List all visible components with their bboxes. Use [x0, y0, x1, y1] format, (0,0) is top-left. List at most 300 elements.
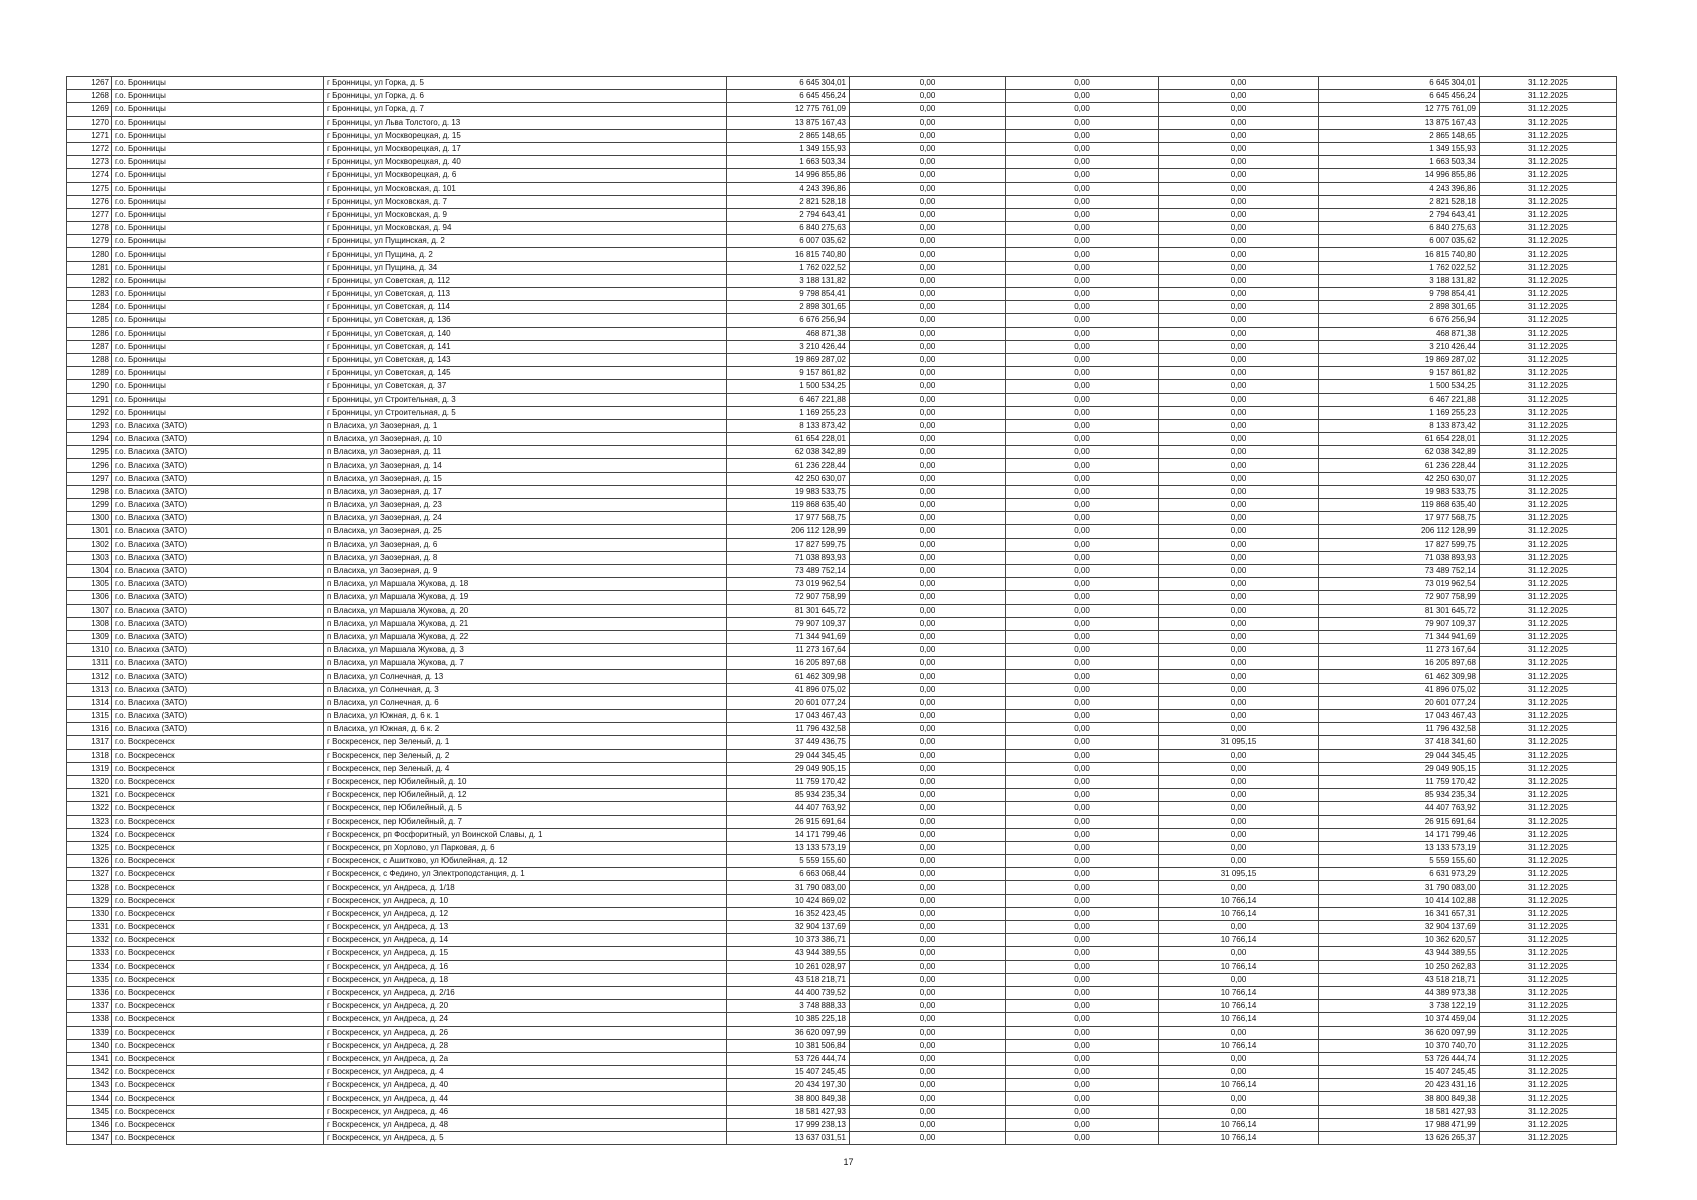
amount-balance-cell: 41 896 075,02: [1319, 683, 1480, 696]
date-cell: 31.12.2025: [1480, 1052, 1617, 1065]
date-cell: 31.12.2025: [1480, 77, 1617, 90]
amount-balance-cell: 14 171 799,46: [1319, 828, 1480, 841]
date-cell: 31.12.2025: [1480, 644, 1617, 657]
municipality-cell: г.о. Власиха (ЗАТО): [112, 710, 324, 723]
address-cell: г Бронницы, ул Московская, д. 9: [324, 208, 727, 221]
amount-col4-cell: 0,00: [1159, 222, 1319, 235]
amount-total-cell: 12 775 761,09: [727, 103, 850, 116]
date-cell: 31.12.2025: [1480, 736, 1617, 749]
table-row: [67, 723, 1617, 736]
date-cell: 31.12.2025: [1480, 208, 1617, 221]
amount-col2-cell: 0,00: [850, 512, 1006, 525]
amount-col2-cell: 0,00: [850, 683, 1006, 696]
amount-col2-cell: 0,00: [850, 1105, 1006, 1118]
amount-col3-cell: 0,00: [1006, 353, 1159, 366]
municipality-cell: г.о. Бронницы: [112, 340, 324, 353]
table-row: [67, 775, 1617, 788]
amount-total-cell: 19 983 533,75: [727, 485, 850, 498]
amount-col2-cell: 0,00: [850, 485, 1006, 498]
amount-col2-cell: 0,00: [850, 459, 1006, 472]
amount-total-cell: 11 759 170,42: [727, 775, 850, 788]
amount-balance-cell: 2 794 643,41: [1319, 208, 1480, 221]
amount-balance-cell: 10 362 620,57: [1319, 934, 1480, 947]
amount-balance-cell: 11 759 170,42: [1319, 775, 1480, 788]
amount-col4-cell: 0,00: [1159, 749, 1319, 762]
row-number-cell: 1319: [67, 762, 112, 775]
municipality-cell: г.о. Власиха (ЗАТО): [112, 723, 324, 736]
municipality-cell: г.о. Воскресенск: [112, 789, 324, 802]
municipality-cell: г.о. Воскресенск: [112, 868, 324, 881]
date-cell: 31.12.2025: [1480, 855, 1617, 868]
amount-balance-cell: 6 645 304,01: [1319, 77, 1480, 90]
table-row: [67, 380, 1617, 393]
amount-col4-cell: 31 095,15: [1159, 868, 1319, 881]
row-number-cell: 1315: [67, 710, 112, 723]
municipality-cell: г.о. Власиха (ЗАТО): [112, 538, 324, 551]
amount-col2-cell: 0,00: [850, 815, 1006, 828]
amount-col3-cell: 0,00: [1006, 1092, 1159, 1105]
amount-total-cell: 13 133 573,19: [727, 841, 850, 854]
municipality-cell: г.о. Воскресенск: [112, 907, 324, 920]
date-cell: 31.12.2025: [1480, 340, 1617, 353]
row-number-cell: 1307: [67, 604, 112, 617]
amount-col3-cell: 0,00: [1006, 393, 1159, 406]
amount-col4-cell: 0,00: [1159, 525, 1319, 538]
municipality-cell: г.о. Воскресенск: [112, 1013, 324, 1026]
municipality-cell: г.о. Бронницы: [112, 248, 324, 261]
row-number-cell: 1278: [67, 222, 112, 235]
amount-col3-cell: 0,00: [1006, 564, 1159, 577]
address-cell: п Власиха, ул Маршала Жукова, д. 21: [324, 617, 727, 630]
table-row: [67, 538, 1617, 551]
page-number: 17: [843, 1157, 854, 1167]
municipality-cell: г.о. Власиха (ЗАТО): [112, 459, 324, 472]
row-number-cell: 1303: [67, 551, 112, 564]
amount-col4-cell: 0,00: [1159, 578, 1319, 591]
amount-col4-cell: 0,00: [1159, 1026, 1319, 1039]
amount-col3-cell: 0,00: [1006, 723, 1159, 736]
amount-balance-cell: 13 133 573,19: [1319, 841, 1480, 854]
table-row: [67, 551, 1617, 564]
row-number-cell: 1282: [67, 274, 112, 287]
municipality-cell: г.о. Воскресенск: [112, 815, 324, 828]
address-cell: п Власиха, ул Маршала Жукова, д. 20: [324, 604, 727, 617]
amount-col2-cell: 0,00: [850, 103, 1006, 116]
table-row: [67, 288, 1617, 301]
address-cell: п Власиха, ул Солнечная, д. 13: [324, 670, 727, 683]
amount-total-cell: 8 133 873,42: [727, 419, 850, 432]
municipality-cell: г.о. Власиха (ЗАТО): [112, 644, 324, 657]
amount-col4-cell: 0,00: [1159, 314, 1319, 327]
row-number-cell: 1299: [67, 499, 112, 512]
table-row: [67, 248, 1617, 261]
table-row: [67, 802, 1617, 815]
municipality-cell: г.о. Воскресенск: [112, 1079, 324, 1092]
amount-balance-cell: 2 821 528,18: [1319, 195, 1480, 208]
municipality-cell: г.о. Воскресенск: [112, 855, 324, 868]
address-cell: г Воскресенск, ул Андреса, д. 4: [324, 1066, 727, 1079]
municipality-cell: г.о. Воскресенск: [112, 841, 324, 854]
municipality-cell: г.о. Власиха (ЗАТО): [112, 512, 324, 525]
address-cell: п Власиха, ул Заозерная, д. 14: [324, 459, 727, 472]
amount-balance-cell: 13 875 167,43: [1319, 116, 1480, 129]
address-cell: г Воскресенск, ул Андреса, д. 16: [324, 960, 727, 973]
amount-col4-cell: 0,00: [1159, 1052, 1319, 1065]
amount-col3-cell: 0,00: [1006, 169, 1159, 182]
table-row: [67, 657, 1617, 670]
amount-total-cell: 18 581 427,93: [727, 1105, 850, 1118]
municipality-cell: г.о. Власиха (ЗАТО): [112, 485, 324, 498]
amount-col2-cell: 0,00: [850, 274, 1006, 287]
amount-balance-cell: 11 796 432,58: [1319, 723, 1480, 736]
amount-col3-cell: 0,00: [1006, 644, 1159, 657]
amount-col4-cell: 10 766,14: [1159, 907, 1319, 920]
amount-col3-cell: 0,00: [1006, 419, 1159, 432]
amount-total-cell: 6 645 304,01: [727, 77, 850, 90]
table-row: [67, 1066, 1617, 1079]
amount-total-cell: 10 261 028,97: [727, 960, 850, 973]
amount-col3-cell: 0,00: [1006, 868, 1159, 881]
address-cell: г Бронницы, ул Московская, д. 94: [324, 222, 727, 235]
municipality-cell: г.о. Власиха (ЗАТО): [112, 525, 324, 538]
amount-total-cell: 11 796 432,58: [727, 723, 850, 736]
table-row: [67, 340, 1617, 353]
amount-col4-cell: 0,00: [1159, 103, 1319, 116]
amount-col2-cell: 0,00: [850, 578, 1006, 591]
address-cell: п Власиха, ул Маршала Жукова, д. 22: [324, 630, 727, 643]
date-cell: 31.12.2025: [1480, 696, 1617, 709]
date-cell: 31.12.2025: [1480, 683, 1617, 696]
municipality-cell: г.о. Власиха (ЗАТО): [112, 433, 324, 446]
municipality-cell: г.о. Власиха (ЗАТО): [112, 419, 324, 432]
address-cell: г Воскресенск, пер Юбилейный, д. 5: [324, 802, 727, 815]
table-row: [67, 419, 1617, 432]
amount-balance-cell: 38 800 849,38: [1319, 1092, 1480, 1105]
amount-col4-cell: 0,00: [1159, 406, 1319, 419]
amount-col2-cell: 0,00: [850, 907, 1006, 920]
table-row: [67, 169, 1617, 182]
municipality-cell: г.о. Власиха (ЗАТО): [112, 499, 324, 512]
amount-col4-cell: 0,00: [1159, 802, 1319, 815]
amount-col4-cell: 0,00: [1159, 855, 1319, 868]
date-cell: 31.12.2025: [1480, 1105, 1617, 1118]
row-number-cell: 1310: [67, 644, 112, 657]
amount-col2-cell: 0,00: [850, 340, 1006, 353]
row-number-cell: 1270: [67, 116, 112, 129]
municipality-cell: г.о. Воскресенск: [112, 973, 324, 986]
date-cell: 31.12.2025: [1480, 564, 1617, 577]
date-cell: 31.12.2025: [1480, 710, 1617, 723]
date-cell: 31.12.2025: [1480, 195, 1617, 208]
amount-col4-cell: 10 766,14: [1159, 1039, 1319, 1052]
address-cell: г Бронницы, ул Советская, д. 145: [324, 367, 727, 380]
table-row: [67, 301, 1617, 314]
amount-col2-cell: 0,00: [850, 551, 1006, 564]
municipality-cell: г.о. Воскресенск: [112, 775, 324, 788]
amount-total-cell: 41 896 075,02: [727, 683, 850, 696]
municipality-cell: г.о. Воскресенск: [112, 934, 324, 947]
amount-balance-cell: 20 423 431,16: [1319, 1079, 1480, 1092]
row-number-cell: 1302: [67, 538, 112, 551]
amount-col3-cell: 0,00: [1006, 1105, 1159, 1118]
date-cell: 31.12.2025: [1480, 749, 1617, 762]
address-cell: г Бронницы, ул Строительная, д. 5: [324, 406, 727, 419]
municipality-cell: г.о. Воскресенск: [112, 947, 324, 960]
amount-col4-cell: 0,00: [1159, 116, 1319, 129]
amount-col3-cell: 0,00: [1006, 1079, 1159, 1092]
municipality-cell: г.о. Воскресенск: [112, 1118, 324, 1131]
amount-col3-cell: 0,00: [1006, 116, 1159, 129]
date-cell: 31.12.2025: [1480, 142, 1617, 155]
row-number-cell: 1320: [67, 775, 112, 788]
date-cell: 31.12.2025: [1480, 327, 1617, 340]
amount-col2-cell: 0,00: [850, 775, 1006, 788]
amount-balance-cell: 62 038 342,89: [1319, 446, 1480, 459]
amount-total-cell: 468 871,38: [727, 327, 850, 340]
address-cell: п Власиха, ул Заозерная, д. 17: [324, 485, 727, 498]
date-cell: 31.12.2025: [1480, 156, 1617, 169]
amount-total-cell: 16 352 423,45: [727, 907, 850, 920]
date-cell: 31.12.2025: [1480, 828, 1617, 841]
municipality-cell: г.о. Бронницы: [112, 261, 324, 274]
municipality-cell: г.о. Бронницы: [112, 208, 324, 221]
amount-balance-cell: 6 007 035,62: [1319, 235, 1480, 248]
amount-total-cell: 9 157 861,82: [727, 367, 850, 380]
amount-col4-cell: 0,00: [1159, 1105, 1319, 1118]
amount-total-cell: 26 915 691,64: [727, 815, 850, 828]
amount-total-cell: 36 620 097,99: [727, 1026, 850, 1039]
amount-total-cell: 17 827 599,75: [727, 538, 850, 551]
amount-total-cell: 10 424 869,02: [727, 894, 850, 907]
amount-col2-cell: 0,00: [850, 1052, 1006, 1065]
row-number-cell: 1297: [67, 472, 112, 485]
amount-balance-cell: 61 462 309,98: [1319, 670, 1480, 683]
amount-col2-cell: 0,00: [850, 947, 1006, 960]
amount-balance-cell: 61 236 228,44: [1319, 459, 1480, 472]
municipality-cell: г.о. Бронницы: [112, 142, 324, 155]
amount-col4-cell: 0,00: [1159, 841, 1319, 854]
table-row: [67, 894, 1617, 907]
amount-total-cell: 1 349 155,93: [727, 142, 850, 155]
amount-col2-cell: 0,00: [850, 248, 1006, 261]
date-cell: 31.12.2025: [1480, 235, 1617, 248]
amount-col3-cell: 0,00: [1006, 1039, 1159, 1052]
amount-total-cell: 6 467 221,88: [727, 393, 850, 406]
amount-col2-cell: 0,00: [850, 1066, 1006, 1079]
date-cell: 31.12.2025: [1480, 288, 1617, 301]
amount-col2-cell: 0,00: [850, 169, 1006, 182]
amount-col2-cell: 0,00: [850, 986, 1006, 999]
municipality-cell: г.о. Бронницы: [112, 90, 324, 103]
amount-col4-cell: 0,00: [1159, 288, 1319, 301]
amount-total-cell: 20 601 077,24: [727, 696, 850, 709]
amount-col2-cell: 0,00: [850, 973, 1006, 986]
row-number-cell: 1347: [67, 1132, 112, 1145]
amount-col2-cell: 0,00: [850, 1132, 1006, 1145]
amount-col2-cell: 0,00: [850, 723, 1006, 736]
amount-col3-cell: 0,00: [1006, 1132, 1159, 1145]
amount-balance-cell: 206 112 128,99: [1319, 525, 1480, 538]
amount-balance-cell: 3 738 122,19: [1319, 1000, 1480, 1013]
municipality-cell: г.о. Воскресенск: [112, 1026, 324, 1039]
address-cell: г Бронницы, ул Пущина, д. 34: [324, 261, 727, 274]
amount-balance-cell: 42 250 630,07: [1319, 472, 1480, 485]
row-number-cell: 1292: [67, 406, 112, 419]
address-cell: г Воскресенск, ул Андреса, д. 13: [324, 921, 727, 934]
amount-total-cell: 79 907 109,37: [727, 617, 850, 630]
amount-col2-cell: 0,00: [850, 261, 1006, 274]
date-cell: 31.12.2025: [1480, 1026, 1617, 1039]
amount-balance-cell: 6 645 456,24: [1319, 90, 1480, 103]
municipality-cell: г.о. Власиха (ЗАТО): [112, 446, 324, 459]
amount-balance-cell: 10 414 102,88: [1319, 894, 1480, 907]
amount-balance-cell: 29 049 905,15: [1319, 762, 1480, 775]
row-number-cell: 1280: [67, 248, 112, 261]
table-row: [67, 921, 1617, 934]
amount-col3-cell: 0,00: [1006, 775, 1159, 788]
amount-col2-cell: 0,00: [850, 116, 1006, 129]
row-number-cell: 1286: [67, 327, 112, 340]
amount-col4-cell: 0,00: [1159, 644, 1319, 657]
row-number-cell: 1293: [67, 419, 112, 432]
date-cell: 31.12.2025: [1480, 1092, 1617, 1105]
row-number-cell: 1328: [67, 881, 112, 894]
address-cell: п Власиха, ул Заозерная, д. 9: [324, 564, 727, 577]
row-number-cell: 1271: [67, 129, 112, 142]
amount-total-cell: 44 400 739,52: [727, 986, 850, 999]
amount-total-cell: 1 663 503,34: [727, 156, 850, 169]
address-cell: п Власиха, ул Заозерная, д. 24: [324, 512, 727, 525]
amount-col2-cell: 0,00: [850, 433, 1006, 446]
amount-col4-cell: 0,00: [1159, 393, 1319, 406]
table-row: [67, 472, 1617, 485]
table-row: [67, 274, 1617, 287]
date-cell: 31.12.2025: [1480, 578, 1617, 591]
municipality-cell: г.о. Бронницы: [112, 380, 324, 393]
amount-col4-cell: 0,00: [1159, 657, 1319, 670]
address-cell: г Воскресенск, рп Хорлово, ул Парковая, д. 6: [324, 841, 727, 854]
amount-balance-cell: 8 133 873,42: [1319, 419, 1480, 432]
table-row: [67, 367, 1617, 380]
amount-col4-cell: 0,00: [1159, 419, 1319, 432]
amount-total-cell: 2 865 148,65: [727, 129, 850, 142]
date-cell: 31.12.2025: [1480, 116, 1617, 129]
address-cell: г Бронницы, ул Горка, д. 6: [324, 90, 727, 103]
amount-col2-cell: 0,00: [850, 868, 1006, 881]
municipality-cell: г.о. Воскресенск: [112, 749, 324, 762]
table-row: [67, 960, 1617, 973]
address-cell: г Бронницы, ул Горка, д. 5: [324, 77, 727, 90]
address-cell: г Воскресенск, ул Андреса, д. 40: [324, 1079, 727, 1092]
row-number-cell: 1312: [67, 670, 112, 683]
amount-col4-cell: 0,00: [1159, 248, 1319, 261]
amount-col4-cell: 0,00: [1159, 604, 1319, 617]
amount-balance-cell: 12 775 761,09: [1319, 103, 1480, 116]
amount-col2-cell: 0,00: [850, 499, 1006, 512]
row-number-cell: 1272: [67, 142, 112, 155]
amount-total-cell: 62 038 342,89: [727, 446, 850, 459]
amount-col3-cell: 0,00: [1006, 182, 1159, 195]
date-cell: 31.12.2025: [1480, 380, 1617, 393]
table-row: [67, 1092, 1617, 1105]
date-cell: 31.12.2025: [1480, 419, 1617, 432]
row-number-cell: 1340: [67, 1039, 112, 1052]
date-cell: 31.12.2025: [1480, 1066, 1617, 1079]
amount-col2-cell: 0,00: [850, 960, 1006, 973]
table-row: [67, 222, 1617, 235]
amount-col2-cell: 0,00: [850, 77, 1006, 90]
address-cell: п Власиха, ул Заозерная, д. 6: [324, 538, 727, 551]
amount-col4-cell: 0,00: [1159, 340, 1319, 353]
amount-balance-cell: 16 341 657,31: [1319, 907, 1480, 920]
amount-col3-cell: 0,00: [1006, 960, 1159, 973]
date-cell: 31.12.2025: [1480, 222, 1617, 235]
municipality-cell: г.о. Воскресенск: [112, 1000, 324, 1013]
amount-col4-cell: 0,00: [1159, 789, 1319, 802]
amount-col4-cell: 0,00: [1159, 710, 1319, 723]
row-number-cell: 1300: [67, 512, 112, 525]
amount-col2-cell: 0,00: [850, 327, 1006, 340]
amount-col3-cell: 0,00: [1006, 222, 1159, 235]
row-number-cell: 1304: [67, 564, 112, 577]
amount-total-cell: 2 898 301,65: [727, 301, 850, 314]
row-number-cell: 1313: [67, 683, 112, 696]
amount-col4-cell: 0,00: [1159, 380, 1319, 393]
amount-col3-cell: 0,00: [1006, 762, 1159, 775]
row-number-cell: 1283: [67, 288, 112, 301]
date-cell: 31.12.2025: [1480, 617, 1617, 630]
amount-total-cell: 14 171 799,46: [727, 828, 850, 841]
amount-col4-cell: 0,00: [1159, 169, 1319, 182]
amount-col3-cell: 0,00: [1006, 986, 1159, 999]
table-row: [67, 973, 1617, 986]
date-cell: 31.12.2025: [1480, 881, 1617, 894]
amount-total-cell: 17 043 467,43: [727, 710, 850, 723]
date-cell: 31.12.2025: [1480, 433, 1617, 446]
date-cell: 31.12.2025: [1480, 789, 1617, 802]
amount-col2-cell: 0,00: [850, 841, 1006, 854]
amount-total-cell: 13 637 031,51: [727, 1132, 850, 1145]
amount-balance-cell: 31 790 083,00: [1319, 881, 1480, 894]
municipality-cell: г.о. Власиха (ЗАТО): [112, 657, 324, 670]
address-cell: г Воскресенск, с Ашитково, ул Юбилейная, д. 12: [324, 855, 727, 868]
amount-col4-cell: 0,00: [1159, 367, 1319, 380]
amount-col3-cell: 0,00: [1006, 340, 1159, 353]
address-cell: п Власиха, ул Маршала Жукова, д. 19: [324, 591, 727, 604]
amount-col2-cell: 0,00: [850, 644, 1006, 657]
row-number-cell: 1287: [67, 340, 112, 353]
row-number-cell: 1267: [67, 77, 112, 90]
amount-total-cell: 11 273 167,64: [727, 644, 850, 657]
amount-col3-cell: 0,00: [1006, 142, 1159, 155]
table-row: [67, 314, 1617, 327]
amount-total-cell: 37 449 436,75: [727, 736, 850, 749]
amount-col4-cell: 0,00: [1159, 947, 1319, 960]
municipality-cell: г.о. Воскресенск: [112, 828, 324, 841]
amount-total-cell: 61 236 228,44: [727, 459, 850, 472]
amount-balance-cell: 1 762 022,52: [1319, 261, 1480, 274]
municipality-cell: г.о. Воскресенск: [112, 894, 324, 907]
amount-balance-cell: 1 349 155,93: [1319, 142, 1480, 155]
amount-col3-cell: 0,00: [1006, 1013, 1159, 1026]
amount-total-cell: 31 790 083,00: [727, 881, 850, 894]
table-row: [67, 1079, 1617, 1092]
table-row: [67, 1039, 1617, 1052]
address-cell: г Воскресенск, рп Фосфоритный, ул Воинской Славы, д. 1: [324, 828, 727, 841]
amount-col2-cell: 0,00: [850, 710, 1006, 723]
table-row: [67, 499, 1617, 512]
amount-col2-cell: 0,00: [850, 472, 1006, 485]
